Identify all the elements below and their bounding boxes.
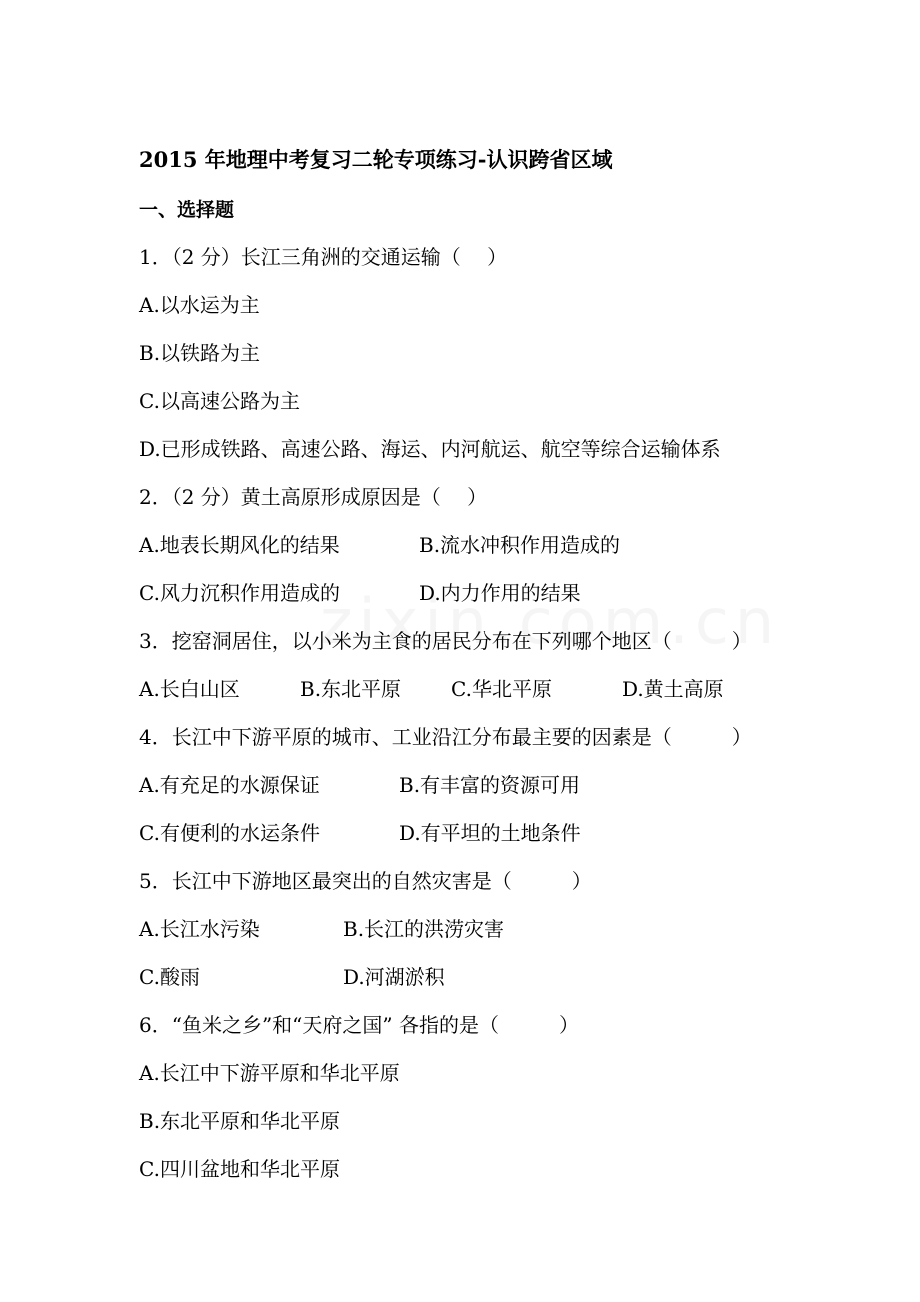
question-3-option-d: D.黄土高原 <box>622 677 724 701</box>
question-5-option-d: D.河湖淤积 <box>343 965 445 989</box>
question-3-option-a: A.长白山区 <box>139 677 240 701</box>
question-1-option-a: A.以水运为主 <box>139 293 260 317</box>
question-6-option-b: B.东北平原和华北平原 <box>139 1109 341 1133</box>
question-6-option-a: A.长江中下游平原和华北平原 <box>139 1061 400 1085</box>
question-4-stem: 4．长江中下游平原的城市、工业沿江分布最主要的因素是（ ） <box>139 725 752 749</box>
question-2-option-a: A.地表长期风化的结果 <box>139 533 340 557</box>
question-5-stem: 5．长江中下游地区最突出的自然灾害是（ ） <box>139 869 592 893</box>
question-5-option-c: C.酸雨 <box>139 965 200 989</box>
question-2-option-b: B.流水冲积作用造成的 <box>419 533 621 557</box>
question-6-stem: 6．“鱼米之乡”和“天府之国” 各指的是（ ） <box>139 1013 579 1037</box>
question-3-option-c: C.华北平原 <box>451 677 552 701</box>
document-title: 2015 年地理中考复习二轮专项练习-认识跨省区域 <box>139 147 613 172</box>
question-4-option-d: D.有平坦的土地条件 <box>399 821 581 845</box>
question-2-stem: 2．（2 分）黄土高原形成原因是（ ） <box>139 485 488 509</box>
question-2-option-d: D.内力作用的结果 <box>419 581 581 605</box>
question-1-option-b: B.以铁路为主 <box>139 341 261 365</box>
question-3-option-b: B.东北平原 <box>300 677 402 701</box>
question-1-option-c: C.以高速公路为主 <box>139 389 300 413</box>
question-4-option-c: C.有便利的水运条件 <box>139 821 320 845</box>
question-4-option-a: A.有充足的水源保证 <box>139 773 320 797</box>
question-1-stem: 1．（2 分）长江三角洲的交通运输（ ） <box>139 245 508 269</box>
question-5-option-b: B.长江的洪涝灾害 <box>343 917 505 941</box>
question-1-option-d: D.已形成铁路、高速公路、海运、内河航运、航空等综合运输体系 <box>139 437 721 461</box>
question-5-option-a: A.长江水污染 <box>139 917 260 941</box>
question-6-option-c: C.四川盆地和华北平原 <box>139 1157 340 1181</box>
question-2-option-c: C.风力沉积作用造成的 <box>139 581 340 605</box>
question-3-stem: 3．挖窑洞居住，以小米为主食的居民分布在下列哪个地区（ ） <box>139 629 752 653</box>
section-heading: 一、选择题 <box>139 199 235 221</box>
question-4-option-b: B.有丰富的资源可用 <box>399 773 581 797</box>
